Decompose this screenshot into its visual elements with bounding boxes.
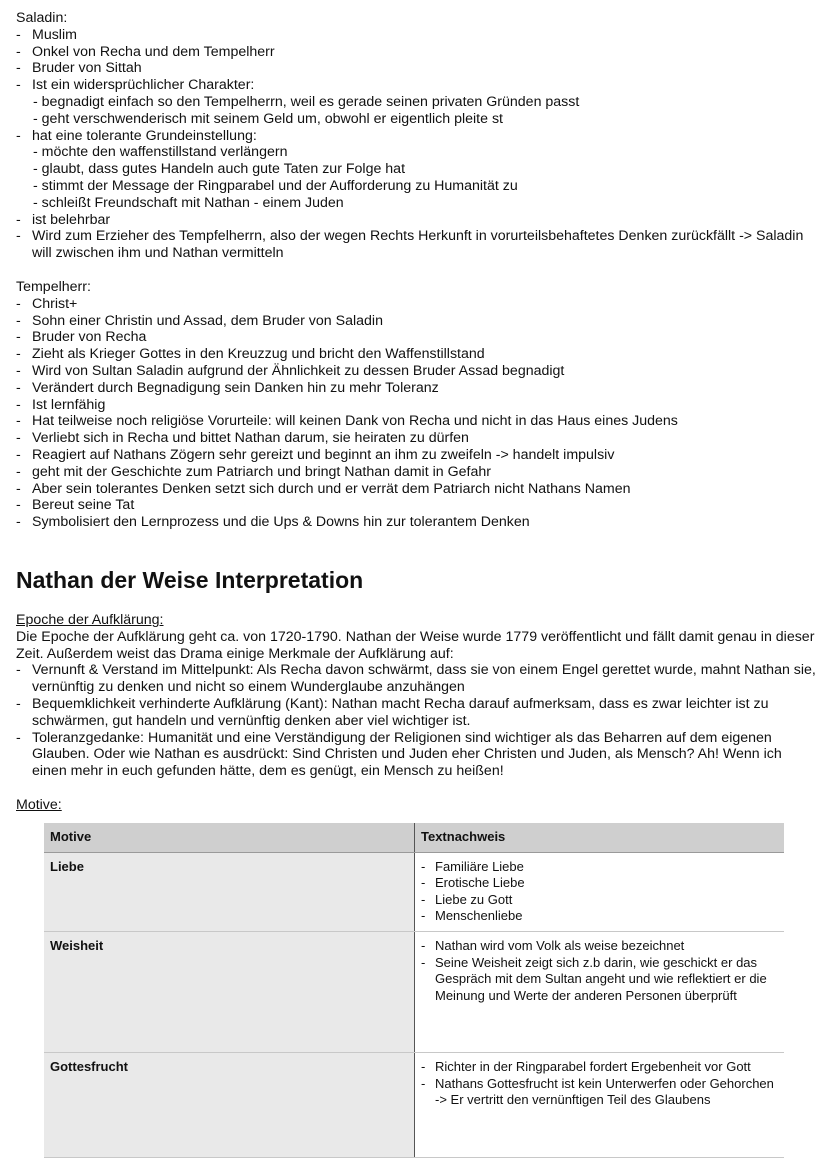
list-item: - Aber sein tolerantes Denken setzt sich durch und er verrät dem Patriarch nicht Nathans Namen <box>16 481 816 498</box>
list-item: - Bereut seine Tat <box>16 497 816 514</box>
tempelherr-heading: Tempelherr: <box>16 278 91 295</box>
saladin-list-end <box>16 212 816 262</box>
list-item: - Wird von Sultan Saladin aufgrund der Ähnlichkeit zu dessen Bruder Assad begnadigt <box>16 363 816 380</box>
epoche-heading: Epoche der Aufklärung: <box>16 612 164 628</box>
list-item: - Wird zum Erzieher des Tempfelherrn, also der wegen Rechts Herkunft in vorurteilsbehaftetes Denken zurückfällt -> Saladin will zwischen ihm und Nathan vermitteln <box>16 228 816 262</box>
sub-item: - möchte den waffenstillstand verlängern <box>33 144 816 161</box>
saladin-sublist <box>16 94 816 128</box>
motive-cell: Gottesfrucht <box>44 1052 415 1157</box>
list-item: - Zieht als Krieger Gottes in den Kreuzzug und bricht den Waffenstillstand <box>16 346 816 363</box>
list-item: - Erotische Liebe <box>421 875 778 892</box>
list-item: - Menschenliebe <box>421 908 778 925</box>
evidence-list <box>421 859 778 925</box>
sub-item: - geht verschwenderisch mit seinem Geld um, obwohl er eigentlich pleite st <box>33 111 816 128</box>
list-item: - Symbolisiert den Lernprozess und die Ups & Downs hin zur tolerantem Denken <box>16 514 816 531</box>
evidence-list <box>421 1059 778 1109</box>
evidence-list <box>421 938 778 1004</box>
list-item: - Ist ein widersprüchlicher Charakter: <box>16 77 816 94</box>
evidence-cell <box>415 852 785 931</box>
list-item: - ist belehrbar <box>16 212 816 229</box>
column-header: Textnachweis <box>415 823 785 852</box>
list-item: - Christ+ <box>16 296 816 313</box>
page-title: Nathan der Weise Interpretation <box>16 567 364 593</box>
list-item: - Nathan wird vom Volk als weise bezeichnet <box>421 938 778 955</box>
sub-item: - begnadigt einfach so den Tempelherrn, weil es gerade seinen privaten Gründen passt <box>33 94 816 111</box>
saladin-heading: Saladin: <box>16 10 68 26</box>
table-header-row <box>44 823 784 852</box>
list-item: - Familiäre Liebe <box>421 859 778 876</box>
list-item: - geht mit der Geschichte zum Patriarch und bringt Nathan damit in Gefahr <box>16 464 816 481</box>
list-item: - Onkel von Recha und dem Tempelherr <box>16 44 816 61</box>
evidence-cell <box>415 1052 785 1157</box>
list-item: - Ist lernfähig <box>16 397 816 414</box>
list-item: - Seine Weisheit zeigt sich z.b darin, wie geschickt er das Gespräch mit dem Sultan angeht und wie reflektiert er die Meinung und Werte der anderen Personen überprüft <box>421 955 778 1005</box>
tempelherr-list <box>16 296 816 531</box>
list-item: - Hat teilweise noch religiöse Vorurteile: will keinen Dank von Recha und nicht in das Haus eines Judens <box>16 413 816 430</box>
epoche-intro: Die Epoche der Aufklärung geht ca. von 1720-1790. Nathan der Weise wurde 1779 veröffentlicht und fällt damit genau in dieser Zeit. Außerdem weist das Drama einige Merkmale der Aufklärung auf: <box>16 628 815 662</box>
motive-cell: Weisheit <box>44 931 415 1052</box>
motive-table <box>44 823 784 1158</box>
motive-heading: Motive: <box>16 796 62 813</box>
saladin-sublist <box>16 144 816 211</box>
list-item: - Liebe zu Gott <box>421 892 778 909</box>
table-row <box>44 1052 784 1157</box>
list-item: - Reagiert auf Nathans Zögern sehr gereizt und beginnt an ihm zu zweifeln -> handelt impulsiv <box>16 447 816 464</box>
saladin-list <box>16 27 816 94</box>
list-item: - Verändert durch Begnadigung sein Danken hin zu mehr Toleranz <box>16 380 816 397</box>
list-item: - Bruder von Sittah <box>16 60 816 77</box>
sub-item: - stimmt der Message der Ringparabel und der Aufforderung zu Humanität zu <box>33 178 816 195</box>
epoche-list <box>16 662 816 780</box>
sub-item: - schleißt Freundschaft mit Nathan - einem Juden <box>33 195 816 212</box>
list-item: - Vernunft & Verstand im Mittelpunkt: Als Recha davon schwärmt, dass sie von einem Engel gerettet wurde, mahnt Nathan sie, vernünftig zu denken und nicht so einem Wunderglaube anzuhängen <box>16 662 816 696</box>
list-item: - Toleranzgedanke: Humanität und eine Verständigung der Religionen sind wichtiger als das Beharren auf dem eigenen Glauben. Oder wie Nathan es ausdrückt: Sind Christen und Juden eher Christen und Juden, als Mensch? Ah! Wenn ich einen mehr in euch gefunden hätte, dem es genügt, ein Mensch zu heißen! <box>16 730 816 780</box>
list-item: - Sohn einer Christin und Assad, dem Bruder von Saladin <box>16 313 816 330</box>
table-row <box>44 852 784 931</box>
list-item: - Bruder von Recha <box>16 329 816 346</box>
list-item: - Verliebt sich in Recha und bittet Nathan darum, sie heiraten zu dürfen <box>16 430 816 447</box>
interpretation-section <box>16 612 816 814</box>
table-row <box>44 931 784 1052</box>
list-item: - Richter in der Ringparabel fordert Ergebenheit vor Gott <box>421 1059 778 1076</box>
evidence-cell <box>415 931 785 1052</box>
sub-item: - glaubt, dass gutes Handeln auch gute Taten zur Folge hat <box>33 161 816 178</box>
saladin-list-cont <box>16 128 816 145</box>
notes-page <box>16 10 816 531</box>
list-item: - hat eine tolerante Grundeinstellung: <box>16 128 816 145</box>
motive-cell: Liebe <box>44 852 415 931</box>
list-item: - Muslim <box>16 27 816 44</box>
column-header: Motive <box>44 823 415 852</box>
list-item: - Bequemklichkeit verhinderte Aufklärung (Kant): Nathan macht Recha darauf aufmerksam, dass es zwar leichter ist zu schwärmen, gut handeln und vernünftig denken aber viel wichtiger ist. <box>16 696 816 730</box>
list-item: - Nathans Gottesfrucht ist kein Unterwerfen oder Gehorchen -> Er vertritt den vernünftigen Teil des Glaubens <box>421 1076 778 1109</box>
